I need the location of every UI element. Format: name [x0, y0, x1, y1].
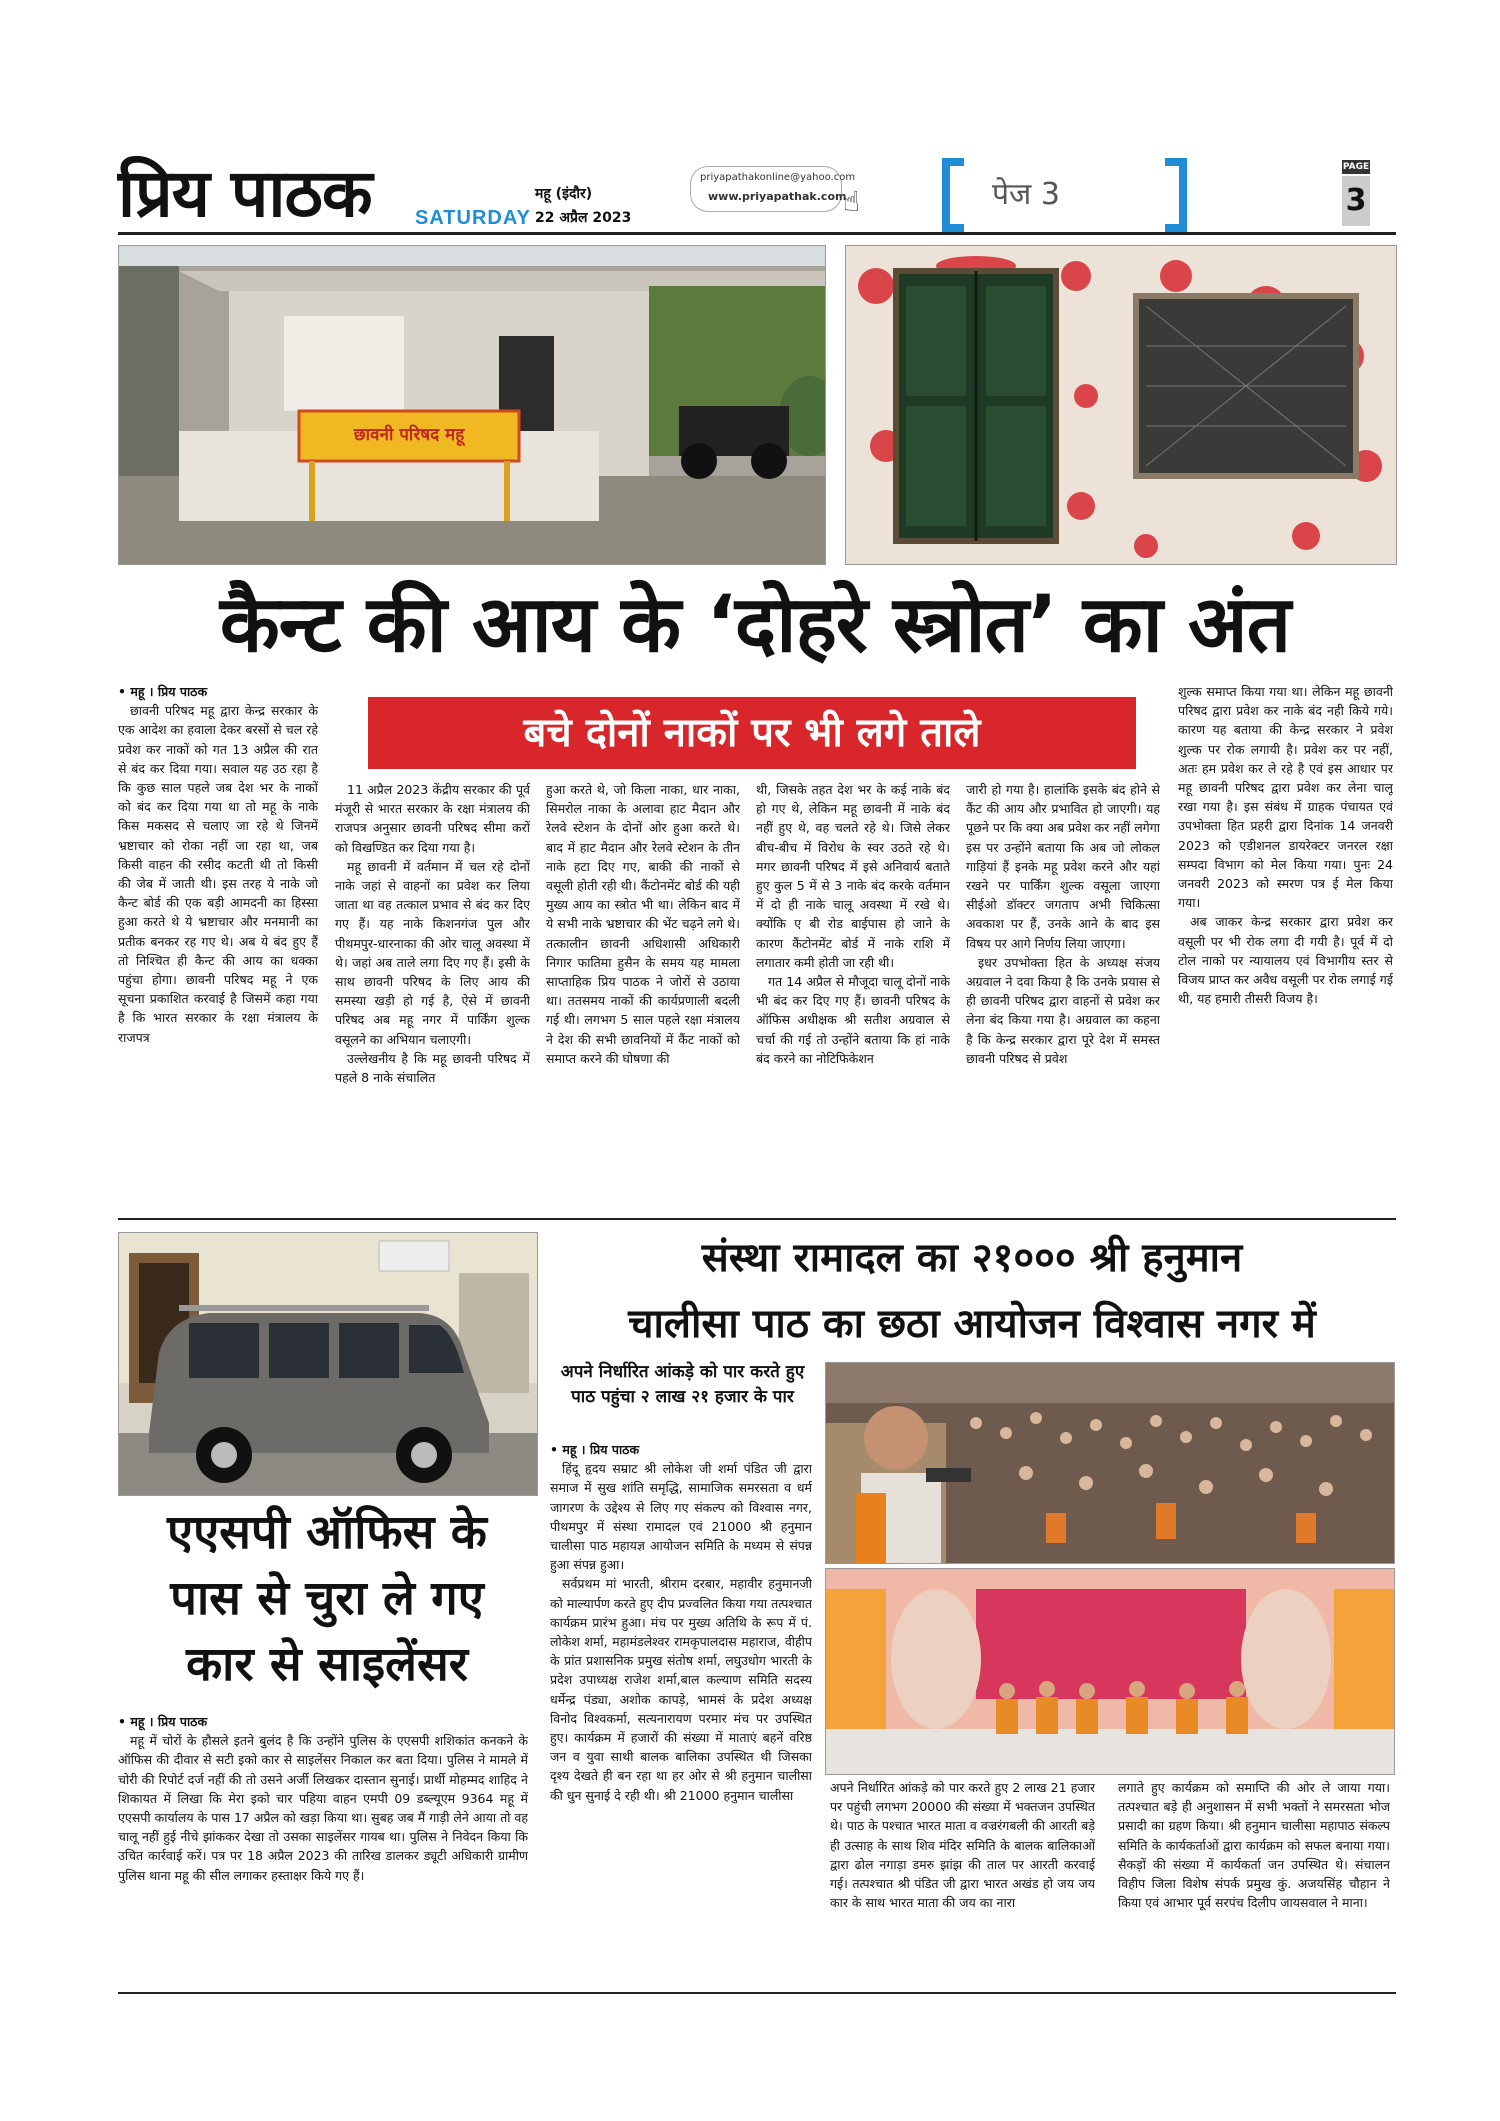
story1-col4-para2: गत 14 अप्रैल से मौजूदा चालू दोनों नाके भी बंद कर दिए गए हैं। छावनी परिषद के ऑफिस अधीक्षक श्री सतीश अग्रवाल से चर्चा की गई तो उन्होंने बताया कि हां नाके बंद करने का नोटिफिकेशन	[756, 974, 950, 1066]
story1-col1-text: छावनी परिषद महू द्वारा केन्द्र सरकार के एक आदेश का हवाला देकर बरसों से चल रहे प्रवेश कर नाकों को गत 13 अप्रैल की रात से बंद कर दिया गया। सवाल यह उठ रहा है कि कुछ साल पहले जब देश भर के नाकों को बंद कर दिया गया था तो महू के नाके किस मकसद से चलाए जा रहे थे जिनमें भ्रष्टाचार को रोका नहीं जा रहा था, जब किसी वाहन की रसीद कटती थी तो किसी की जेब में जाती थी। इस तरह ये नाके जो कैन्ट बोर्ड की एक बड़ी आमदनी का हिस्सा हुआ करते थे ये भ्रष्टाचार और मनमानी का प्रतीक बनकर रह गए थे। अब ये बंद हुए हैं तो निश्चित ही कैन्ट की आय का धक्का पहुंचा होगा। छावनी परिषद महू ने एक सूचना प्रकाशित करवाई है जिसमें कहा गया है कि भारत सरकार के रक्षा मंत्रालय के राजपत्र	[118, 703, 318, 1045]
email-link[interactable]: priyapathakonline@yahoo.com	[700, 172, 856, 183]
weekday-label: SATURDAY	[415, 207, 531, 229]
story2-headline-line3: कार से साइलेंसर	[186, 1637, 468, 1692]
main-subheadline: बचे दोनों नाकों पर भी लगे ताले	[368, 697, 1136, 769]
story3-headline-line2: चालीसा पाठ का छठा आयोजन विश्वास नगर में	[628, 1301, 1316, 1347]
page-bottom-rule	[118, 1992, 1396, 1994]
story1-column-4	[756, 780, 950, 1212]
cantonment-sign-text: छावनी परिषद महू	[353, 425, 465, 445]
newspaper-logo: प्रिय पाठक	[118, 154, 372, 232]
story2-headline-line2: पास से चुरा ले गए	[170, 1571, 484, 1626]
page-tag: PAGE	[1342, 162, 1370, 172]
cantonment-office-photo	[118, 245, 826, 565]
story2-headline	[118, 1500, 536, 1698]
eeco-car-photo	[118, 1232, 538, 1496]
hand-pointer-icon: ☝	[843, 185, 861, 218]
locked-door-photo	[845, 245, 1397, 565]
story1-col3-text: हुआ करते थे, जो किला नाका, धार नाका, सिमरोल नाका के अलावा हाट मैदान और रेलवे स्टेशन के दोनों ओर हुआ करते थे। बाद में हाट मैदान और रेलवे स्टेशन के तीन नाके हटा दिए गए, बाकी की नाकों से वसूली होती रही थी। कैंटोनमेंट बोर्ड की यही मुख्य आय का स्त्रोत भी था। लेकिन बाद में ये सभी नाके भ्रष्टाचार की भेंट चढ़ने लगे थे। तत्कालीन छावनी अधिशासी अधिकारी निगार फातिमा हुसैन के समय यह मामला साप्ताहिक प्रिय पाठक ने जोरों से उठाया था। ततसमय नाकों की कार्यप्रणाली बदली गई थी। लगभग 5 साल पहले रक्षा मंत्रालय ने देश की सभी छावनियों में कैंट नाकों को समाप्त करने की घोषणा की	[546, 782, 740, 1066]
story1-col6-para2: अब जाकर केन्द्र सरकार द्वारा प्रवेश कर वसूली पर भी रोक लगा दी गयी है। पूर्व में दो टोल नाको पर न्यायालय एवं विभागीय स्तर से विजय प्राप्त कर अवैध वसूली पर रोक लगाई गई थी, यह हमारी तीसरी विजय है।	[1178, 914, 1393, 1007]
story2-byline: • महू । प्रिय पाठक	[118, 1714, 208, 1729]
story2-text: महू में चोरों के हौसले इतने बुलंद है कि उन्होंने पुलिस के एएसपी शशिकांत कनकने के ऑफिस की दीवार से सटी इको कार से साइलेंसर निकाल कर बता दिया। पुलिस ने मामले में चोरी की रिपोर्ट दर्ज नहीं की तो उसने अर्जी लिखकर दास्तान सुनाई। प्रार्थी मोहम्मद शाहिद ने शिकायत में लिखा कि मेरा इको चार पहिया वाहन एमपी 09 डब्ल्यूएम 9364 महू में एएसपी कार्यालय के पास 17 अप्रैल को खड़ा किया था। सुबह जब मैं गाड़ी लेने आया तो वह चालू नहीं हुई नीचे झांककर देखा तो उसका साइलेंसर गायब था। पुलिस ने निवेदन किया कि उचित कार्रवाई करें। पत्र पर 18 अप्रैल 2023 की तारिख डालकर ड्यूटी अधिकारी ग्रामीण पुलिस थाना महू की सील लगाकर हस्ताक्षर किये गए हैं।	[118, 1733, 528, 1883]
story1-col2-para3: उल्लेखनीय है कि महू छावनी परिषद में पहले 8 नाके संचालित	[335, 1050, 530, 1086]
page-label: पेज 3	[992, 177, 1060, 212]
story3-col1-para2: सर्वप्रथम मां भारती, श्रीराम दरबार, महावीर हनुमानजी को माल्यार्पण करते हुए दीप प्रज्वलित किया गया तत्पश्चात कार्यक्रम प्रारंभ हुआ। मंच पर मुख्य अतिथि के रूप में पं. लोकेश शर्मा, महामंडलेश्वर रामकृपालदास महाराज, वीहीप के प्रांत प्रशासनिक प्रमुख संतोष शर्मा, लघुउधोग भारती के प्रदेश उपाध्यक्ष राजेश शर्मा,बाल कल्याण समिति सदस्य धर्मेन्द्र पंड्या, अशोक कापड़े, भामसं के प्रदेश अध्यक्ष विनोद विश्वकर्मा, सत्यनारायण परमार मंच पर उपस्थित हुए। कार्यक्रम में हजारों की संख्या में माताएं बहनें वरिष्ठ जन व युवा साथी बालक बालिका उपस्थित थी जिसका दृश्य देखते ही बन रहा था हर ओर से श्री हनुमान चालीसा की धुन सुनाई दे रही थी। श्री 21000 हनुमान चालीसा	[550, 1576, 812, 1803]
masthead-rule	[118, 232, 1396, 235]
story3-col2-text: अपने निर्धारित आंकड़े को पार करते हुए 2 लाख 21 हजार पर पहुंची लगभग 20000 की संख्या में भक्तजन उपस्थित थे। पाठ के पश्चात भारत माता व वज्ररंगबली की आरती बड़े ही उत्साह के साथ शिव मंदिर समिति के बालक बालिकाओं द्वारा ढोल नगाड़ा डमरु झांझ की ताल पर आरती करवाई गई। तत्पश्चात श्री पंडित जी द्वारा भारत अखंड हो जय जय कार के साथ भारत माता की जय का नारा	[830, 1780, 1095, 1911]
story3-col1-para1: हिंदू हृदय सम्राट श्री लोकेश जी शर्मा पंडित जी द्वारा समाज में सुख शांति समृद्धि, सामाजिक समरसता व धर्म जागरण के उद्देश्य से लिए गए संकल्प को विश्वास नगर, पीथमपुर में संस्था रामादल एवं 21000 श्री हनुमान चालीसा पाठ महायज्ञ आयोजन समिति के मध्यम से संपन्न हुआ संपन्न हुआ।	[550, 1461, 812, 1573]
story1-column-2	[335, 780, 530, 1212]
right-bracket-icon	[1165, 158, 1187, 232]
story3-column-1	[550, 1440, 812, 1980]
story3-headline-line1: संस्था रामादल का २१००० श्री हनुमान	[701, 1235, 1243, 1281]
story3-column-3	[1118, 1778, 1390, 1980]
story3-col3-text: लगाते हुए कार्यक्रम को समाप्ति की ओर ले जाया गया। तत्पश्चात बड़े ही अनुशासन में सभी भक्तों ने समरसता भोज प्रसादी का ग्रहण किया। श्री हनुमान चालीसा महापाठ संकल्प समिति के कार्यकर्ताओं द्वारा कार्यक्रम को सफल बनाया गया। सैकड़ों की संख्या में कार्यकर्ता जन उपस्थित थे। संचालन विहीप जिला विशेष संपर्क प्रमुख कुं. अजयसिंह चौहान ने किया एवं आभार पूर्व सरपंच दिलीप जायसवाल ने माना।	[1118, 1780, 1390, 1911]
main-headline: कैन्ट की आय के ‘दोहरे स्त्रोत’ का अंत	[219, 580, 1291, 670]
story3-subhead: अपने निर्धारित आंकड़े को पार करते हुए पाठ पहुंचा २ लाख २१ हजार के पार	[560, 1362, 805, 1407]
story2-body	[118, 1712, 528, 1980]
story-divider	[118, 1218, 1396, 1220]
story1-col2-para2: महू छावनी में वर्तमान में चल रहे दोनों नाके जहां से वाहनों का प्रवेश कर लिया जाता था वह तत्काल प्रभाव से बंद कर दिए गए हैं। यह नाके किशनगंज पुल और पीथमपुर-धारनाका की ओर चालू अवस्था में थे। जहां अब ताले लगा दिए गए हैं। इसी के साथ छावनी परिषद के लिए आय की समस्या खड़ी हो गई है, ऐसे में छावनी परिषद अब महू नगर में पार्किंग शुल्क वसूलने का अभियान चलाएगी।	[335, 858, 530, 1047]
story1-col4-para1: थी, जिसके तहत देश भर के कई नाके बंद हो गए थे, लेकिन महू छावनी में नाके बंद नहीं हुए थे, वह चलते रहे थे। जिसे लेकर बीच-बीच में विरोध के स्वर उठते रहे थे। मगर छावनी परिषद में इसे अनिवार्य बताते हुए कुल 5 में से 3 नाके बंद करके वर्तमान में दो ही नाके चालू अवस्था में रखे थे। क्योंकि ए बी रोड बाईपास हो जाने के कारण कैंटोनमेंट बोर्ड में नाके राशि में लगातार कमी होती जा रही थी।	[756, 782, 950, 970]
story3-column-2	[830, 1778, 1095, 1980]
story1-column-6	[1178, 682, 1393, 1212]
crowd-photo	[825, 1362, 1395, 1564]
stage-photo	[825, 1568, 1395, 1775]
page-label-box	[942, 158, 1187, 218]
story3-byline: • महू । प्रिय पाठक	[550, 1442, 640, 1457]
story1-col5-para2: इधर उपभोक्ता हित के अध्यक्ष संजय अग्रवाल ने दवा किया है कि उनके प्रयास से ही छावनी परिषद द्वारा वाहनों से प्रवेश कर लेना बंद किया गया है। अग्रवाल का कहना है कि केन्द्र सरकार द्वारा पूरे देश में समस्त छावनी परिषद से प्रवेश	[966, 954, 1160, 1066]
story1-col6-para1: शुल्क समाप्त किया गया था। लेकिन महू छावनी परिषद द्वारा प्रवेश कर नाके बंद नही किये गये। कारण यह बताया की केन्द्र सरकार ने प्रवेश शुल्क पर रोक लगायी है। प्रवेश कर पर नहीं, अतः हम प्रवेश कर ले रहे है एवं इस आधार पर महू छावनी परिषद द्वारा प्रवेश कर लेना चालू रखा गया है। इस संबंध में ग्राहक पंचायत एवं उपभोक्ता हित प्रहरी द्वारा दिनांक 14 जनवरी 2023 को एडीशनल डायरेक्टर जनरल रक्षा सम्पदा विभाग को मेल किया गया। पुनः 24 जनवरी 2023 को स्मरण पत्र ई मेल किया गया।	[1178, 684, 1393, 911]
story2-headline-line1: एएसपी ऑफिस के	[167, 1505, 487, 1560]
edition-place: महू (इंदौर)	[535, 186, 593, 202]
story3-headline	[548, 1225, 1396, 1357]
story1-column-3	[546, 780, 740, 1212]
story1-col5-para1: जारी हो गया है। हालांकि इसके बंद होने से कैंट की आय और प्रभावित हो जाएगी। यह पूछने पर कि क्या अब प्रवेश कर नहीं लगेगा इस पर उन्होंने बताया कि अब जो लोकल गाड़ियां हैं इनके महू प्रवेश करने और यहां रखने पर पार्किंग शुल्क वसूला जाएगा सीईओ डॉक्टर जगताप अभी चिकित्सा अवकाश पर हैं, उनके आने के बाद इस विषय पर आगे निर्णय लिया जाएगा।	[966, 782, 1160, 951]
story1-column-1	[118, 682, 318, 1212]
story1-column-5	[966, 780, 1160, 1212]
left-bracket-icon	[942, 158, 964, 232]
website-link[interactable]: www.priyapathak.com	[708, 190, 847, 203]
story1-byline: • महू । प्रिय पाठक	[118, 684, 208, 699]
story1-col2-para1: 11 अप्रैल 2023 केंद्रीय सरकार की पूर्व मंजूरी से भारत सरकार के रक्षा मंत्रालय की राजपत्र अनुसार छावनी परिषद सीमा करों को विखण्डित कर दिया गया है।	[335, 782, 530, 855]
edition-date: 22 अप्रैल 2023	[535, 210, 632, 226]
page-number: 3	[1342, 176, 1370, 226]
